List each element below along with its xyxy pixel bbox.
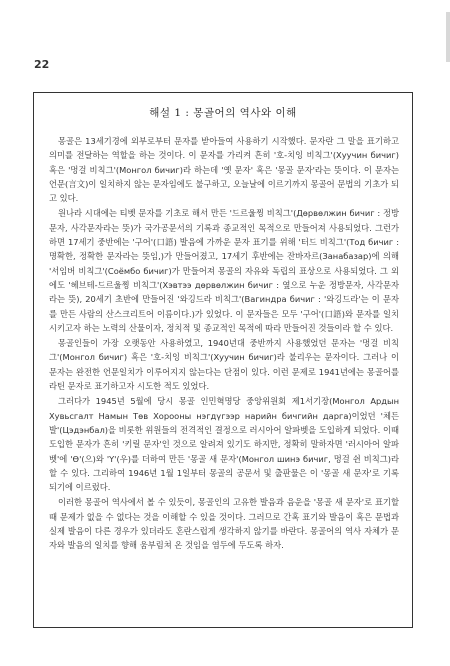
commentary-box <box>33 92 413 628</box>
paragraph: 이러한 몽골어 역사에서 볼 수 있듯이, 몽골인의 고유한 발음과 음운을 '몽골 새 문자'로 표기할 때 문제가 없을 수 없다는 것을 이해할 수 있을 것이다. 그러므로 간혹 표기와 발음이 혹은 문법과 실제 발음이 다른 경우가 있더라도 혼란스럽게 생각하지 않기를 바란다. 몽골어의 역사 자체가 문자와 발음의 일치를 향해 움부림쳐 온 것임을 염두에 두도록 하자. <box>49 497 399 551</box>
paragraph: 몽골인들이 가장 오랫동안 사용하였고, 1940년대 중반까지 사용했었던 문자는 '멍걸 비칙그'(Монгол бичиг) 혹은 '호-치잉 비칙그'(Хуучин бичиг)라 불리우는 문자이다. 그러나 이 문자는 완전한 언문일치가 이루어지지 않는다는 단점이 있다. 이런 문제로 1941년에는 몽골어를 라틴 문자로 표기하고자 시도한 적도 있었다. <box>49 338 399 392</box>
page-number: 22 <box>34 58 50 71</box>
page-edge-tab <box>446 12 450 62</box>
paragraph: 몽골은 13세기경에 외부로부터 문자를 받아들여 사용하기 시작했다. 문자란 그 말을 표기하고 의미를 전달하는 역할을 하는 것이다. 이 문자를 가리켜 흔히 '호-치잉 비칙그'(Хуучин бичиг) 혹은 '멍걸 비칙그'(Монгол бичиг)라 하는데 '옛 문자' 혹은 '몽골 문자'라는 뜻이다. 이 문자는 언문(言文)이 일치하지 않는 문자임에도 불구하고, 오늘날에 이르기까지 몽골어 문법의 기초가 되고 있다. <box>49 136 399 204</box>
box-body <box>49 134 399 553</box>
paragraph: 원나라 시대에는 티벳 문자를 기초로 해서 만든 '드르울찡 비칙그'(Дөрвөлжин бичиг : 정방문자, 사각문자라는 뜻)가 국가공문서의 기록과 종교적인 목적으로 만들어져 사용되었다. 그런가 하면 17세기 중반에는 '구어'(口語) 발음에 가까운 문자 표기를 위해 '터드 비칙그'(Тод бичиг : 명확한, 정확한 문자라는 뜻임,)가 만들어졌고, 17세기 후반에는 잔바자르(Занабазар)에 의해 '서임버 비칙그'(Соёмбо бичиг)가 만들어져 몽골의 자유와 독립의 표상으로 사용되었다. 그 외에도 '헤브테-드르울찡 비칙그'(Хэвтээ дөрвөлжин бичиг : 옆으로 누운 정방문자, 사각문자라는 뜻), 20세기 초반에 만들어진 '와깅드라 비칙그'(Вагиндра бичиг : '와깅드라'는 이 문자를 만든 사람의 산스크리트어 이름이다.)가 있었다. 이 문자들은 모두 '구어'(口語)와 문자를 일치시키고자 하는 노력의 산물이자, 정치적 및 종교적인 목적에 따라 만들어진 것들이라 할 수 있다. <box>49 208 399 333</box>
paragraph: 그러다가 1945년 5월에 당시 몽골 인민혁명당 중앙위원회 제1서기장(Монгол Ардын Хувьсгалт Намын Төв Хорооны нэгдүгээр нарийн бичгийн дарга)이었던 '체든발'(Цэдэнбал)을 비롯한 위원들의 전격적인 결정으로 러시아어 알파벳을 도입하게 되었다. 이때 도입한 문자가 흔히 '키릴 문자'인 것으로 알려져 있기도 하지만, 정확히 말하자면 '러시아어 알파벳'에 'Ө'(으)와 'Ү'(우)를 더하여 만든 '몽골 새 문자'(Монгол шинэ бичиг, 멍걸 쉰 비칙그)라 할 수 있다. 그리하여 1946년 1월 1일부터 몽골의 공문서 및 출판물은 이 '몽골 새 문자'로 기록되기에 이르렀다. <box>49 396 399 493</box>
box-title: 해설 1 : 몽골어의 역사와 이해 <box>149 107 297 119</box>
